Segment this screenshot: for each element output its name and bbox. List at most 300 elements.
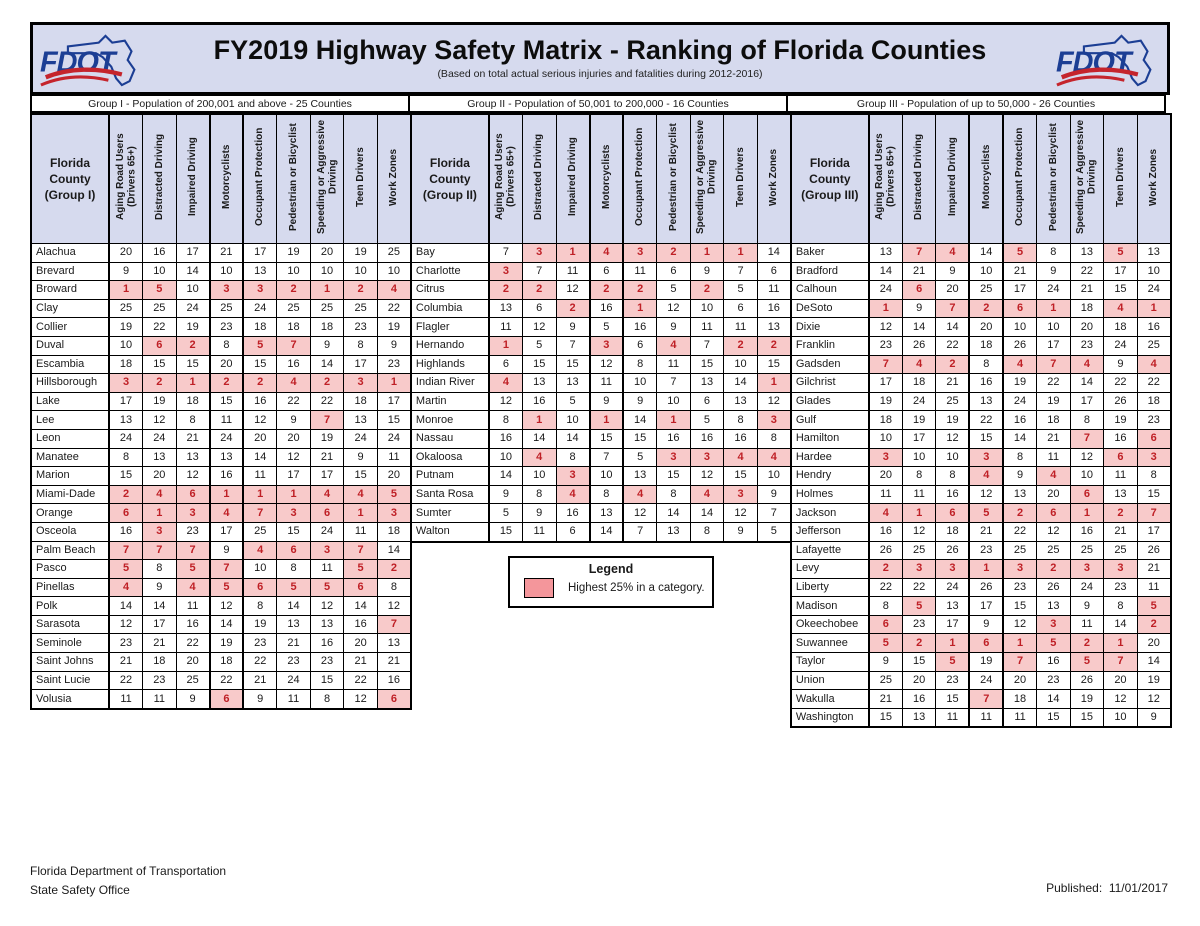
rank-cell: 1 [724, 244, 758, 263]
rank-cell: 18 [902, 374, 936, 393]
rank-cell: 1 [757, 374, 791, 393]
county-name-cell: Brevard [31, 262, 109, 281]
rank-cell: 21 [210, 244, 244, 263]
rank-cell: 4 [377, 281, 411, 300]
rank-cell: 24 [109, 429, 143, 448]
county-row [791, 522, 1171, 541]
rank-cell: 3 [1070, 560, 1104, 579]
rank-cell: 15 [724, 467, 758, 486]
rank-cell: 11 [757, 281, 791, 300]
rank-cell: 1 [869, 299, 903, 318]
rank-cell: 8 [377, 578, 411, 597]
rank-cell: 16 [243, 392, 277, 411]
category-header: Speeding or Aggressive Driving [1070, 114, 1104, 244]
rank-cell: 20 [143, 467, 177, 486]
rank-cell: 21 [969, 522, 1003, 541]
rank-cell: 22 [869, 578, 903, 597]
rank-cell: 3 [724, 485, 758, 504]
rank-cell: 11 [936, 708, 970, 727]
rank-cell: 14 [757, 244, 791, 263]
county-name-cell: Madison [791, 597, 869, 616]
rank-cell: 13 [1003, 485, 1037, 504]
rank-cell: 14 [556, 429, 590, 448]
rank-cell: 7 [556, 336, 590, 355]
rank-cell: 14 [1137, 653, 1171, 672]
rank-cell: 25 [109, 299, 143, 318]
county-row [31, 318, 411, 337]
rank-cell: 16 [1104, 429, 1138, 448]
rank-cell: 7 [243, 504, 277, 523]
rank-cell: 2 [590, 281, 624, 300]
rank-cell: 7 [489, 244, 523, 263]
rank-cell: 10 [109, 336, 143, 355]
rank-cell: 1 [176, 374, 210, 393]
rank-cell: 5 [1104, 244, 1138, 263]
rank-cell: 21 [143, 634, 177, 653]
rank-cell: 5 [210, 578, 244, 597]
rank-cell: 24 [869, 281, 903, 300]
rank-cell: 14 [902, 318, 936, 337]
county-name-cell: Alachua [31, 244, 109, 263]
county-name-cell: Marion [31, 467, 109, 486]
county-name-cell: Martin [411, 392, 489, 411]
county-name-cell: Saint Johns [31, 653, 109, 672]
rank-cell: 23 [109, 634, 143, 653]
rank-cell: 9 [757, 485, 791, 504]
published-date: Published: 11/01/2017 [1046, 881, 1168, 895]
rank-cell: 26 [869, 541, 903, 560]
rank-cell: 23 [1070, 336, 1104, 355]
rank-cell: 23 [1037, 671, 1071, 690]
rank-cell: 13 [724, 392, 758, 411]
county-name-cell: Dixie [791, 318, 869, 337]
county-name-cell: Wakulla [791, 690, 869, 709]
county-name-cell: Lake [31, 392, 109, 411]
rank-cell: 2 [522, 281, 556, 300]
rank-cell: 1 [277, 485, 311, 504]
rank-cell: 7 [1070, 429, 1104, 448]
rank-cell: 11 [1137, 578, 1171, 597]
rank-cell: 8 [1137, 467, 1171, 486]
legend-box [508, 556, 714, 608]
rank-cell: 10 [176, 281, 210, 300]
rank-cell: 4 [143, 485, 177, 504]
rank-cell: 24 [1137, 281, 1171, 300]
rank-cell: 14 [489, 467, 523, 486]
rank-cell: 5 [1037, 634, 1071, 653]
rank-cell: 22 [1137, 374, 1171, 393]
county-row [31, 281, 411, 300]
rank-cell: 25 [902, 541, 936, 560]
county-name-cell: Jefferson [791, 522, 869, 541]
rank-cell: 21 [1104, 522, 1138, 541]
rank-cell: 9 [1070, 597, 1104, 616]
category-header: Work Zones [377, 114, 411, 244]
rank-cell: 4 [1070, 355, 1104, 374]
rank-cell: 15 [757, 355, 791, 374]
rank-cell: 15 [489, 522, 523, 541]
rank-cell: 8 [109, 448, 143, 467]
ranking-panels [30, 113, 1170, 728]
rank-cell: 3 [556, 467, 590, 486]
rank-cell: 3 [1003, 560, 1037, 579]
rank-cell: 2 [623, 281, 657, 300]
rank-cell: 15 [1003, 597, 1037, 616]
county-name-cell: Collier [31, 318, 109, 337]
rank-cell: 21 [377, 653, 411, 672]
county-row [31, 634, 411, 653]
rank-cell: 23 [1104, 578, 1138, 597]
footer-line1: Florida Department of Transportation [30, 864, 227, 878]
rank-cell: 25 [143, 299, 177, 318]
category-header: Occupant Protection [623, 114, 657, 244]
county-name-cell: Hillsborough [31, 374, 109, 393]
county-row [791, 355, 1171, 374]
county-name-cell: Palm Beach [31, 541, 109, 560]
rank-cell: 16 [757, 299, 791, 318]
rank-cell: 4 [210, 504, 244, 523]
rank-cell: 17 [243, 244, 277, 263]
rank-cell: 8 [590, 485, 624, 504]
rank-cell: 9 [109, 262, 143, 281]
rank-cell: 13 [902, 708, 936, 727]
rank-cell: 11 [590, 374, 624, 393]
county-name-cell: Washington [791, 708, 869, 727]
rank-cell: 2 [143, 374, 177, 393]
rank-cell: 2 [310, 374, 344, 393]
rank-cell: 16 [1037, 653, 1071, 672]
rank-cell: 17 [902, 429, 936, 448]
rank-cell: 25 [1003, 541, 1037, 560]
rank-cell: 2 [109, 485, 143, 504]
rank-cell: 6 [1137, 429, 1171, 448]
safety-matrix [30, 22, 1170, 728]
rank-cell: 16 [377, 671, 411, 690]
county-row [791, 504, 1171, 523]
county-name-cell: Lafayette [791, 541, 869, 560]
rank-cell: 9 [1037, 262, 1071, 281]
rank-cell: 17 [277, 467, 311, 486]
rank-cell: 6 [590, 262, 624, 281]
rank-cell: 18 [243, 318, 277, 337]
rank-cell: 10 [623, 374, 657, 393]
rank-cell: 8 [869, 597, 903, 616]
rank-cell: 20 [1037, 485, 1071, 504]
rank-cell: 23 [1137, 411, 1171, 430]
rank-cell: 13 [143, 448, 177, 467]
rank-cell: 22 [936, 336, 970, 355]
category-header: Impaired Driving [176, 114, 210, 244]
county-row [411, 262, 791, 281]
county-name-cell: Okeechobee [791, 615, 869, 634]
county-name-cell: Columbia [411, 299, 489, 318]
rank-cell: 7 [936, 299, 970, 318]
county-name-cell: Polk [31, 597, 109, 616]
county-column-header: Florida County (Group I) [31, 114, 109, 244]
rank-cell: 3 [522, 244, 556, 263]
rank-cell: 12 [902, 522, 936, 541]
county-row [791, 281, 1171, 300]
rank-cell: 20 [377, 467, 411, 486]
county-row [411, 244, 791, 263]
rank-cell: 13 [757, 318, 791, 337]
rank-cell: 1 [377, 374, 411, 393]
rank-cell: 10 [969, 262, 1003, 281]
county-name-cell: Hendry [791, 467, 869, 486]
rank-cell: 20 [902, 671, 936, 690]
rank-cell: 3 [590, 336, 624, 355]
rank-cell: 2 [969, 299, 1003, 318]
rank-cell: 17 [344, 355, 378, 374]
county-name-cell: Pasco [31, 560, 109, 579]
category-header: Motorcyclists [210, 114, 244, 244]
rank-cell: 18 [936, 522, 970, 541]
county-name-cell: Baker [791, 244, 869, 263]
county-row [411, 522, 791, 541]
rank-cell: 19 [902, 411, 936, 430]
rank-cell: 15 [176, 355, 210, 374]
rank-cell: 1 [1037, 299, 1071, 318]
rank-cell: 10 [1037, 318, 1071, 337]
rank-cell: 9 [936, 262, 970, 281]
rank-cell: 5 [936, 653, 970, 672]
rank-cell: 24 [936, 578, 970, 597]
county-row [791, 411, 1171, 430]
rank-cell: 6 [109, 504, 143, 523]
rank-cell: 20 [176, 653, 210, 672]
rank-cell: 1 [522, 411, 556, 430]
rank-cell: 19 [1137, 671, 1171, 690]
rank-cell: 8 [936, 467, 970, 486]
rank-cell: 24 [310, 522, 344, 541]
rank-cell: 10 [344, 262, 378, 281]
rank-cell: 10 [590, 467, 624, 486]
rank-cell: 11 [143, 690, 177, 709]
county-row [31, 690, 411, 709]
rank-cell: 13 [210, 448, 244, 467]
rank-cell: 18 [344, 392, 378, 411]
county-name-cell: Volusia [31, 690, 109, 709]
rank-cell: 23 [936, 671, 970, 690]
rank-cell: 25 [176, 671, 210, 690]
rank-cell: 14 [1070, 374, 1104, 393]
rank-cell: 24 [1104, 336, 1138, 355]
rank-cell: 2 [1037, 560, 1071, 579]
county-name-cell: Santa Rosa [411, 485, 489, 504]
rank-cell: 12 [1070, 448, 1104, 467]
rank-cell: 13 [489, 299, 523, 318]
rank-cell: 21 [277, 634, 311, 653]
rank-cell: 16 [109, 522, 143, 541]
rank-cell: 14 [277, 597, 311, 616]
rank-cell: 15 [1104, 281, 1138, 300]
county-name-cell: Bradford [791, 262, 869, 281]
rank-cell: 14 [176, 262, 210, 281]
rank-cell: 6 [210, 690, 244, 709]
rank-cell: 10 [1003, 318, 1037, 337]
county-row [31, 615, 411, 634]
rank-cell: 10 [1104, 708, 1138, 727]
county-row [791, 615, 1171, 634]
rank-cell: 6 [143, 336, 177, 355]
rank-cell: 3 [143, 522, 177, 541]
county-name-cell: Gulf [791, 411, 869, 430]
rank-cell: 7 [869, 355, 903, 374]
rank-cell: 12 [377, 597, 411, 616]
rank-cell: 22 [176, 634, 210, 653]
category-header: Work Zones [1137, 114, 1171, 244]
rank-cell: 15 [143, 355, 177, 374]
rank-cell: 26 [1037, 578, 1071, 597]
rank-cell: 4 [1003, 355, 1037, 374]
category-header: Speeding or Aggressive Driving [310, 114, 344, 244]
rank-cell: 10 [869, 429, 903, 448]
page-title: FY2019 Highway Safety Matrix - Ranking of Florida Counties [213, 35, 987, 66]
rank-cell: 2 [1070, 634, 1104, 653]
rank-cell: 12 [344, 690, 378, 709]
rank-cell: 6 [690, 392, 724, 411]
rank-cell: 16 [690, 429, 724, 448]
rank-cell: 13 [176, 448, 210, 467]
rank-cell: 25 [277, 299, 311, 318]
rank-cell: 4 [310, 485, 344, 504]
county-name-cell: Hernando [411, 336, 489, 355]
rank-cell: 1 [1137, 299, 1171, 318]
rank-cell: 16 [724, 429, 758, 448]
rank-cell: 16 [489, 429, 523, 448]
rank-cell: 20 [243, 429, 277, 448]
rank-cell: 16 [936, 485, 970, 504]
rank-cell: 20 [310, 244, 344, 263]
rank-cell: 11 [176, 597, 210, 616]
rank-cell: 17 [176, 244, 210, 263]
rank-cell: 14 [724, 374, 758, 393]
rank-cell: 12 [522, 318, 556, 337]
rank-cell: 22 [1037, 374, 1071, 393]
rank-cell: 7 [1104, 653, 1138, 672]
rank-cell: 1 [243, 485, 277, 504]
rank-cell: 19 [1104, 411, 1138, 430]
rank-cell: 26 [902, 336, 936, 355]
rank-cell: 3 [657, 448, 691, 467]
rank-cell: 5 [1137, 597, 1171, 616]
rank-cell: 15 [556, 355, 590, 374]
rank-cell: 13 [1070, 244, 1104, 263]
rank-cell: 7 [522, 262, 556, 281]
rank-cell: 2 [690, 281, 724, 300]
ranking-table-group-II [410, 113, 792, 543]
county-name-cell: Seminole [31, 634, 109, 653]
rank-cell: 11 [489, 318, 523, 337]
rank-cell: 2 [724, 336, 758, 355]
rank-cell: 14 [143, 597, 177, 616]
rank-cell: 11 [657, 355, 691, 374]
rank-cell: 16 [590, 299, 624, 318]
rank-cell: 9 [377, 336, 411, 355]
rank-cell: 3 [344, 374, 378, 393]
group-band-1: Group I - Population of 200,001 and above - 25 Counties [30, 95, 410, 113]
rank-cell: 10 [690, 299, 724, 318]
rank-cell: 15 [902, 653, 936, 672]
rank-cell: 10 [757, 467, 791, 486]
rank-cell: 23 [344, 318, 378, 337]
rank-cell: 15 [690, 355, 724, 374]
county-row [791, 299, 1171, 318]
ranking-table-group-III [790, 113, 1172, 728]
rank-cell: 5 [344, 560, 378, 579]
rank-cell: 19 [344, 244, 378, 263]
rank-cell: 10 [489, 448, 523, 467]
county-row [31, 578, 411, 597]
rank-cell: 12 [143, 411, 177, 430]
county-name-cell: Indian River [411, 374, 489, 393]
rank-cell: 17 [1104, 262, 1138, 281]
rank-cell: 3 [969, 448, 1003, 467]
rank-cell: 23 [1003, 578, 1037, 597]
rank-cell: 24 [1003, 392, 1037, 411]
rank-cell: 8 [623, 355, 657, 374]
rank-cell: 11 [869, 485, 903, 504]
rank-cell: 2 [936, 355, 970, 374]
county-row [31, 429, 411, 448]
rank-cell: 11 [1003, 708, 1037, 727]
rank-cell: 8 [690, 522, 724, 541]
rank-cell: 12 [243, 411, 277, 430]
county-row [791, 653, 1171, 672]
rank-cell: 11 [522, 522, 556, 541]
county-row [791, 467, 1171, 486]
rank-cell: 5 [310, 578, 344, 597]
rank-cell: 9 [657, 318, 691, 337]
rank-cell: 17 [1070, 392, 1104, 411]
rank-cell: 22 [310, 392, 344, 411]
county-name-cell: Union [791, 671, 869, 690]
rank-cell: 24 [243, 299, 277, 318]
rank-cell: 17 [1037, 336, 1071, 355]
rank-cell: 26 [1104, 392, 1138, 411]
rank-cell: 7 [690, 336, 724, 355]
county-row [31, 560, 411, 579]
legend-highlight-swatch [524, 578, 554, 598]
rank-cell: 1 [969, 560, 1003, 579]
rank-cell: 18 [1104, 318, 1138, 337]
rank-cell: 7 [1003, 653, 1037, 672]
rank-cell: 7 [210, 560, 244, 579]
rank-cell: 1 [1003, 634, 1037, 653]
rank-cell: 8 [724, 411, 758, 430]
county-row [791, 541, 1171, 560]
rank-cell: 11 [243, 467, 277, 486]
legend-title: Legend [588, 562, 634, 576]
rank-cell: 5 [176, 560, 210, 579]
rank-cell: 13 [277, 615, 311, 634]
rank-cell: 3 [377, 504, 411, 523]
rank-cell: 17 [143, 615, 177, 634]
county-name-cell: Citrus [411, 281, 489, 300]
county-row [411, 392, 791, 411]
rank-cell: 8 [556, 448, 590, 467]
rank-cell: 10 [724, 355, 758, 374]
rank-cell: 7 [902, 244, 936, 263]
category-header: Aging Road Users (Drivers 65+) [489, 114, 523, 244]
rank-cell: 17 [210, 522, 244, 541]
category-header: Speeding or Aggressive Driving [690, 114, 724, 244]
rank-cell: 1 [489, 336, 523, 355]
rank-cell: 1 [310, 281, 344, 300]
rank-cell: 8 [143, 560, 177, 579]
rank-cell: 5 [724, 281, 758, 300]
category-header: Teen Drivers [344, 114, 378, 244]
